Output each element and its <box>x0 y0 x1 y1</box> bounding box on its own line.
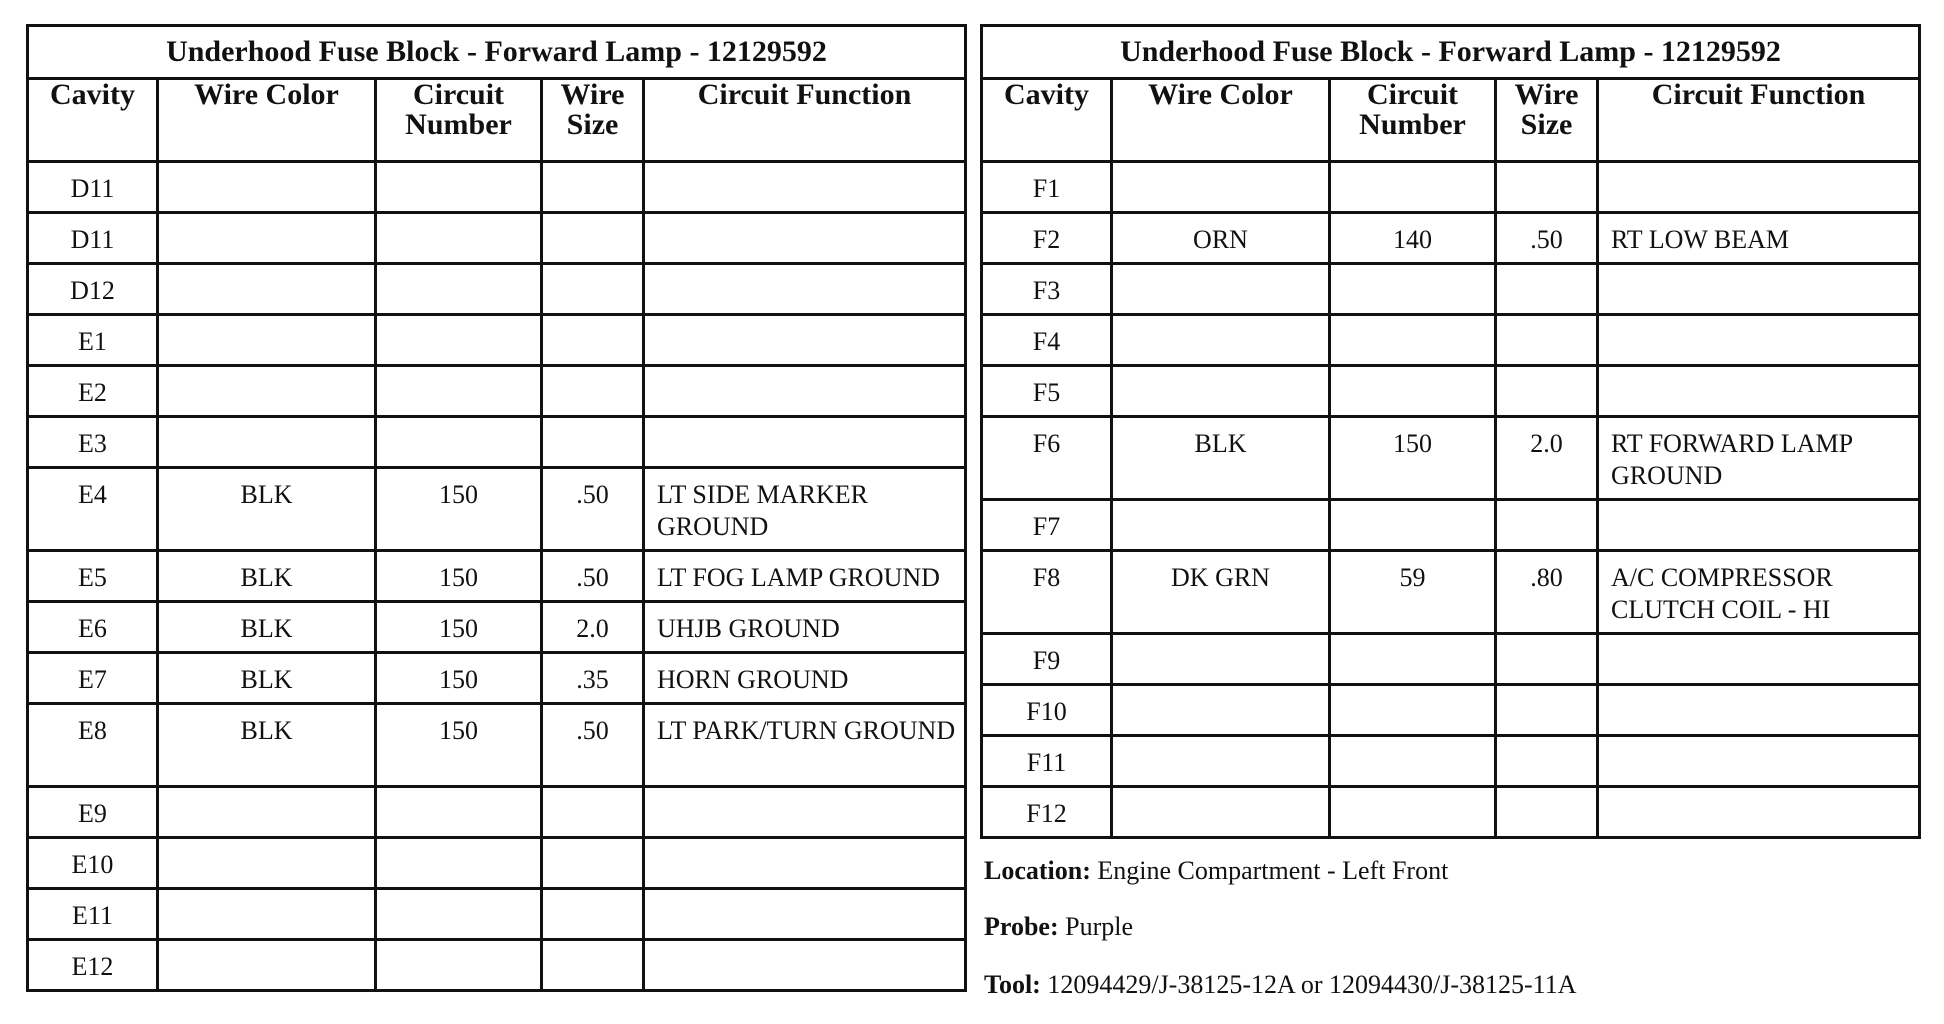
wire-size-cell <box>542 264 644 315</box>
wire-size-cell: 2.0 <box>542 602 644 653</box>
table-row <box>982 634 1920 685</box>
right-table-body <box>982 162 1920 838</box>
wire-color-cell <box>158 787 376 838</box>
cavity-cell: D12 <box>28 264 158 315</box>
location-label: Location: <box>984 856 1091 885</box>
table-row <box>982 685 1920 736</box>
header-wire-size: Wire Size <box>1496 79 1598 162</box>
table-row <box>28 264 966 315</box>
wire-color-cell <box>158 417 376 468</box>
cavity-cell: D11 <box>28 162 158 213</box>
wire-size-cell <box>1496 366 1598 417</box>
wire-size-cell: .35 <box>542 653 644 704</box>
cavity-cell: F6 <box>982 417 1112 500</box>
circuit-function-cell <box>1598 162 1920 213</box>
cavity-cell: E9 <box>28 787 158 838</box>
cavity-cell: F1 <box>982 162 1112 213</box>
cavity-cell: F4 <box>982 315 1112 366</box>
circuit-number-cell: 140 <box>1330 213 1496 264</box>
wire-color-cell <box>1112 787 1330 838</box>
circuit-function-cell <box>1598 634 1920 685</box>
circuit-number-cell <box>1330 366 1496 417</box>
circuit-function-cell <box>644 940 966 991</box>
circuit-function-cell <box>1598 685 1920 736</box>
circuit-number-cell <box>1330 264 1496 315</box>
circuit-function-cell <box>644 315 966 366</box>
wire-size-cell <box>542 838 644 889</box>
cavity-cell: E8 <box>28 704 158 787</box>
table-row <box>28 704 966 787</box>
header-wire-color: Wire Color <box>1112 79 1330 162</box>
wire-color-cell <box>1112 315 1330 366</box>
wire-size-cell <box>1496 736 1598 787</box>
tool-value: 12094429/J-38125-12A or 12094430/J-38125-11A <box>1047 970 1577 999</box>
wire-color-cell: BLK <box>1112 417 1330 500</box>
table-row <box>982 736 1920 787</box>
circuit-number-cell <box>376 889 542 940</box>
header-circuit-number: Circuit Number <box>376 79 542 162</box>
circuit-function-cell <box>644 838 966 889</box>
table-row <box>28 366 966 417</box>
table-row <box>982 500 1920 551</box>
wire-size-cell <box>1496 787 1598 838</box>
wire-size-cell <box>542 940 644 991</box>
header-circuit-function: Circuit Function <box>644 79 966 162</box>
wire-size-cell <box>542 889 644 940</box>
cavity-cell: D11 <box>28 213 158 264</box>
circuit-function-cell: UHJB GROUND <box>644 602 966 653</box>
circuit-function-cell: LT FOG LAMP GROUND <box>644 551 966 602</box>
table-row <box>982 551 1920 634</box>
table-row <box>982 264 1920 315</box>
wire-color-cell <box>1112 162 1330 213</box>
wire-color-cell: BLK <box>158 704 376 787</box>
table-row <box>982 315 1920 366</box>
wire-color-cell <box>1112 500 1330 551</box>
circuit-function-cell <box>1598 315 1920 366</box>
circuit-function-cell: LT SIDE MARKER GROUND <box>644 468 966 551</box>
cavity-cell: E1 <box>28 315 158 366</box>
cavity-cell: F2 <box>982 213 1112 264</box>
table-row <box>982 417 1920 500</box>
circuit-function-cell: HORN GROUND <box>644 653 966 704</box>
circuit-number-cell: 150 <box>376 704 542 787</box>
circuit-function-cell <box>644 787 966 838</box>
table-row <box>982 213 1920 264</box>
header-cavity: Cavity <box>982 79 1112 162</box>
wire-size-cell <box>1496 634 1598 685</box>
wire-size-cell <box>542 315 644 366</box>
wire-size-cell <box>542 162 644 213</box>
table-row <box>28 162 966 213</box>
table-row <box>28 653 966 704</box>
table-row <box>28 787 966 838</box>
left-connector-table <box>26 24 967 992</box>
cavity-cell: E3 <box>28 417 158 468</box>
wire-color-cell <box>158 315 376 366</box>
circuit-number-cell: 150 <box>376 653 542 704</box>
wire-color-cell <box>158 162 376 213</box>
circuit-function-cell <box>1598 500 1920 551</box>
header-cavity: Cavity <box>28 79 158 162</box>
wire-size-cell <box>542 787 644 838</box>
circuit-number-cell <box>1330 500 1496 551</box>
table-row <box>28 417 966 468</box>
circuit-function-cell <box>644 213 966 264</box>
cavity-cell: E10 <box>28 838 158 889</box>
circuit-function-cell <box>644 162 966 213</box>
table-title: Underhood Fuse Block - Forward Lamp - 12129592 <box>28 26 966 79</box>
wire-size-cell <box>1496 500 1598 551</box>
circuit-number-cell: 150 <box>376 551 542 602</box>
wire-color-cell: ORN <box>1112 213 1330 264</box>
circuit-number-cell: 150 <box>376 468 542 551</box>
header-circuit-number: Circuit Number <box>1330 79 1496 162</box>
table-row <box>28 889 966 940</box>
wire-size-cell: .50 <box>542 704 644 787</box>
location-value: Engine Compartment - Left Front <box>1097 856 1449 885</box>
cavity-cell: F11 <box>982 736 1112 787</box>
wire-size-cell: 2.0 <box>1496 417 1598 500</box>
wire-color-cell <box>158 366 376 417</box>
circuit-function-cell: A/C COMPRESSOR CLUTCH COIL - HI <box>1598 551 1920 634</box>
tool-label: Tool: <box>984 970 1041 999</box>
wire-color-cell <box>158 264 376 315</box>
circuit-number-cell <box>376 838 542 889</box>
table-row <box>982 787 1920 838</box>
wire-color-cell <box>1112 366 1330 417</box>
cavity-cell: E4 <box>28 468 158 551</box>
wire-color-cell: BLK <box>158 653 376 704</box>
probe-label: Probe: <box>984 912 1059 941</box>
circuit-function-cell <box>644 889 966 940</box>
circuit-number-cell: 59 <box>1330 551 1496 634</box>
circuit-number-cell <box>376 315 542 366</box>
circuit-function-cell: LT PARK/TURN GROUND <box>644 704 966 787</box>
cavity-cell: F12 <box>982 787 1112 838</box>
circuit-function-cell <box>1598 736 1920 787</box>
cavity-cell: F9 <box>982 634 1112 685</box>
circuit-number-cell <box>376 264 542 315</box>
cavity-cell: E2 <box>28 366 158 417</box>
cavity-cell: F8 <box>982 551 1112 634</box>
cavity-cell: E7 <box>28 653 158 704</box>
table-title: Underhood Fuse Block - Forward Lamp - 12129592 <box>982 26 1920 79</box>
cavity-cell: E12 <box>28 940 158 991</box>
circuit-number-cell <box>1330 634 1496 685</box>
wire-color-cell <box>1112 634 1330 685</box>
circuit-number-cell <box>1330 685 1496 736</box>
wire-size-cell: .80 <box>1496 551 1598 634</box>
right-connector-table <box>980 24 1921 839</box>
circuit-number-cell <box>376 213 542 264</box>
table-row <box>28 315 966 366</box>
wire-color-cell <box>1112 264 1330 315</box>
header-circuit-function: Circuit Function <box>1598 79 1920 162</box>
table-row <box>982 366 1920 417</box>
circuit-number-cell <box>376 940 542 991</box>
wire-size-cell <box>1496 315 1598 366</box>
table-row <box>28 602 966 653</box>
circuit-function-cell: RT FORWARD LAMP GROUND <box>1598 417 1920 500</box>
cavity-cell: E6 <box>28 602 158 653</box>
circuit-function-cell <box>644 417 966 468</box>
wire-size-cell <box>1496 685 1598 736</box>
cavity-cell: F10 <box>982 685 1112 736</box>
wire-color-cell: BLK <box>158 468 376 551</box>
circuit-function-cell <box>644 366 966 417</box>
circuit-number-cell <box>1330 787 1496 838</box>
wire-size-cell <box>542 213 644 264</box>
wire-color-cell <box>158 889 376 940</box>
circuit-number-cell <box>1330 736 1496 787</box>
circuit-function-cell: RT LOW BEAM <box>1598 213 1920 264</box>
circuit-function-cell <box>1598 264 1920 315</box>
circuit-function-cell <box>1598 787 1920 838</box>
header-wire-color: Wire Color <box>158 79 376 162</box>
table-row <box>28 551 966 602</box>
circuit-number-cell <box>376 417 542 468</box>
wire-color-cell <box>1112 685 1330 736</box>
circuit-number-cell: 150 <box>1330 417 1496 500</box>
circuit-number-cell: 150 <box>376 602 542 653</box>
circuit-number-cell <box>376 787 542 838</box>
wire-size-cell <box>542 417 644 468</box>
cavity-cell: E5 <box>28 551 158 602</box>
cavity-cell: F3 <box>982 264 1112 315</box>
wire-size-cell <box>1496 162 1598 213</box>
wire-color-cell: BLK <box>158 551 376 602</box>
probe-value: Purple <box>1065 912 1134 941</box>
wire-size-cell: .50 <box>542 468 644 551</box>
wire-color-cell <box>1112 736 1330 787</box>
table-row <box>28 213 966 264</box>
wire-color-cell <box>158 838 376 889</box>
table-row <box>28 838 966 889</box>
wire-color-cell: BLK <box>158 602 376 653</box>
wire-color-cell: DK GRN <box>1112 551 1330 634</box>
header-wire-size: Wire Size <box>542 79 644 162</box>
circuit-number-cell <box>376 366 542 417</box>
circuit-function-cell <box>644 264 966 315</box>
cavity-cell: E11 <box>28 889 158 940</box>
cavity-cell: F5 <box>982 366 1112 417</box>
wire-size-cell: .50 <box>542 551 644 602</box>
table-row <box>28 940 966 991</box>
location-line <box>984 856 1448 886</box>
circuit-number-cell <box>1330 162 1496 213</box>
wire-size-cell <box>542 366 644 417</box>
wire-color-cell <box>158 213 376 264</box>
circuit-number-cell <box>376 162 542 213</box>
tool-line <box>984 970 1576 1000</box>
cavity-cell: F7 <box>982 500 1112 551</box>
table-row <box>982 162 1920 213</box>
circuit-function-cell <box>1598 366 1920 417</box>
probe-line <box>984 912 1133 942</box>
left-table-body <box>28 162 966 991</box>
circuit-number-cell <box>1330 315 1496 366</box>
wire-color-cell <box>158 940 376 991</box>
wire-size-cell <box>1496 264 1598 315</box>
wire-size-cell: .50 <box>1496 213 1598 264</box>
table-row <box>28 468 966 551</box>
